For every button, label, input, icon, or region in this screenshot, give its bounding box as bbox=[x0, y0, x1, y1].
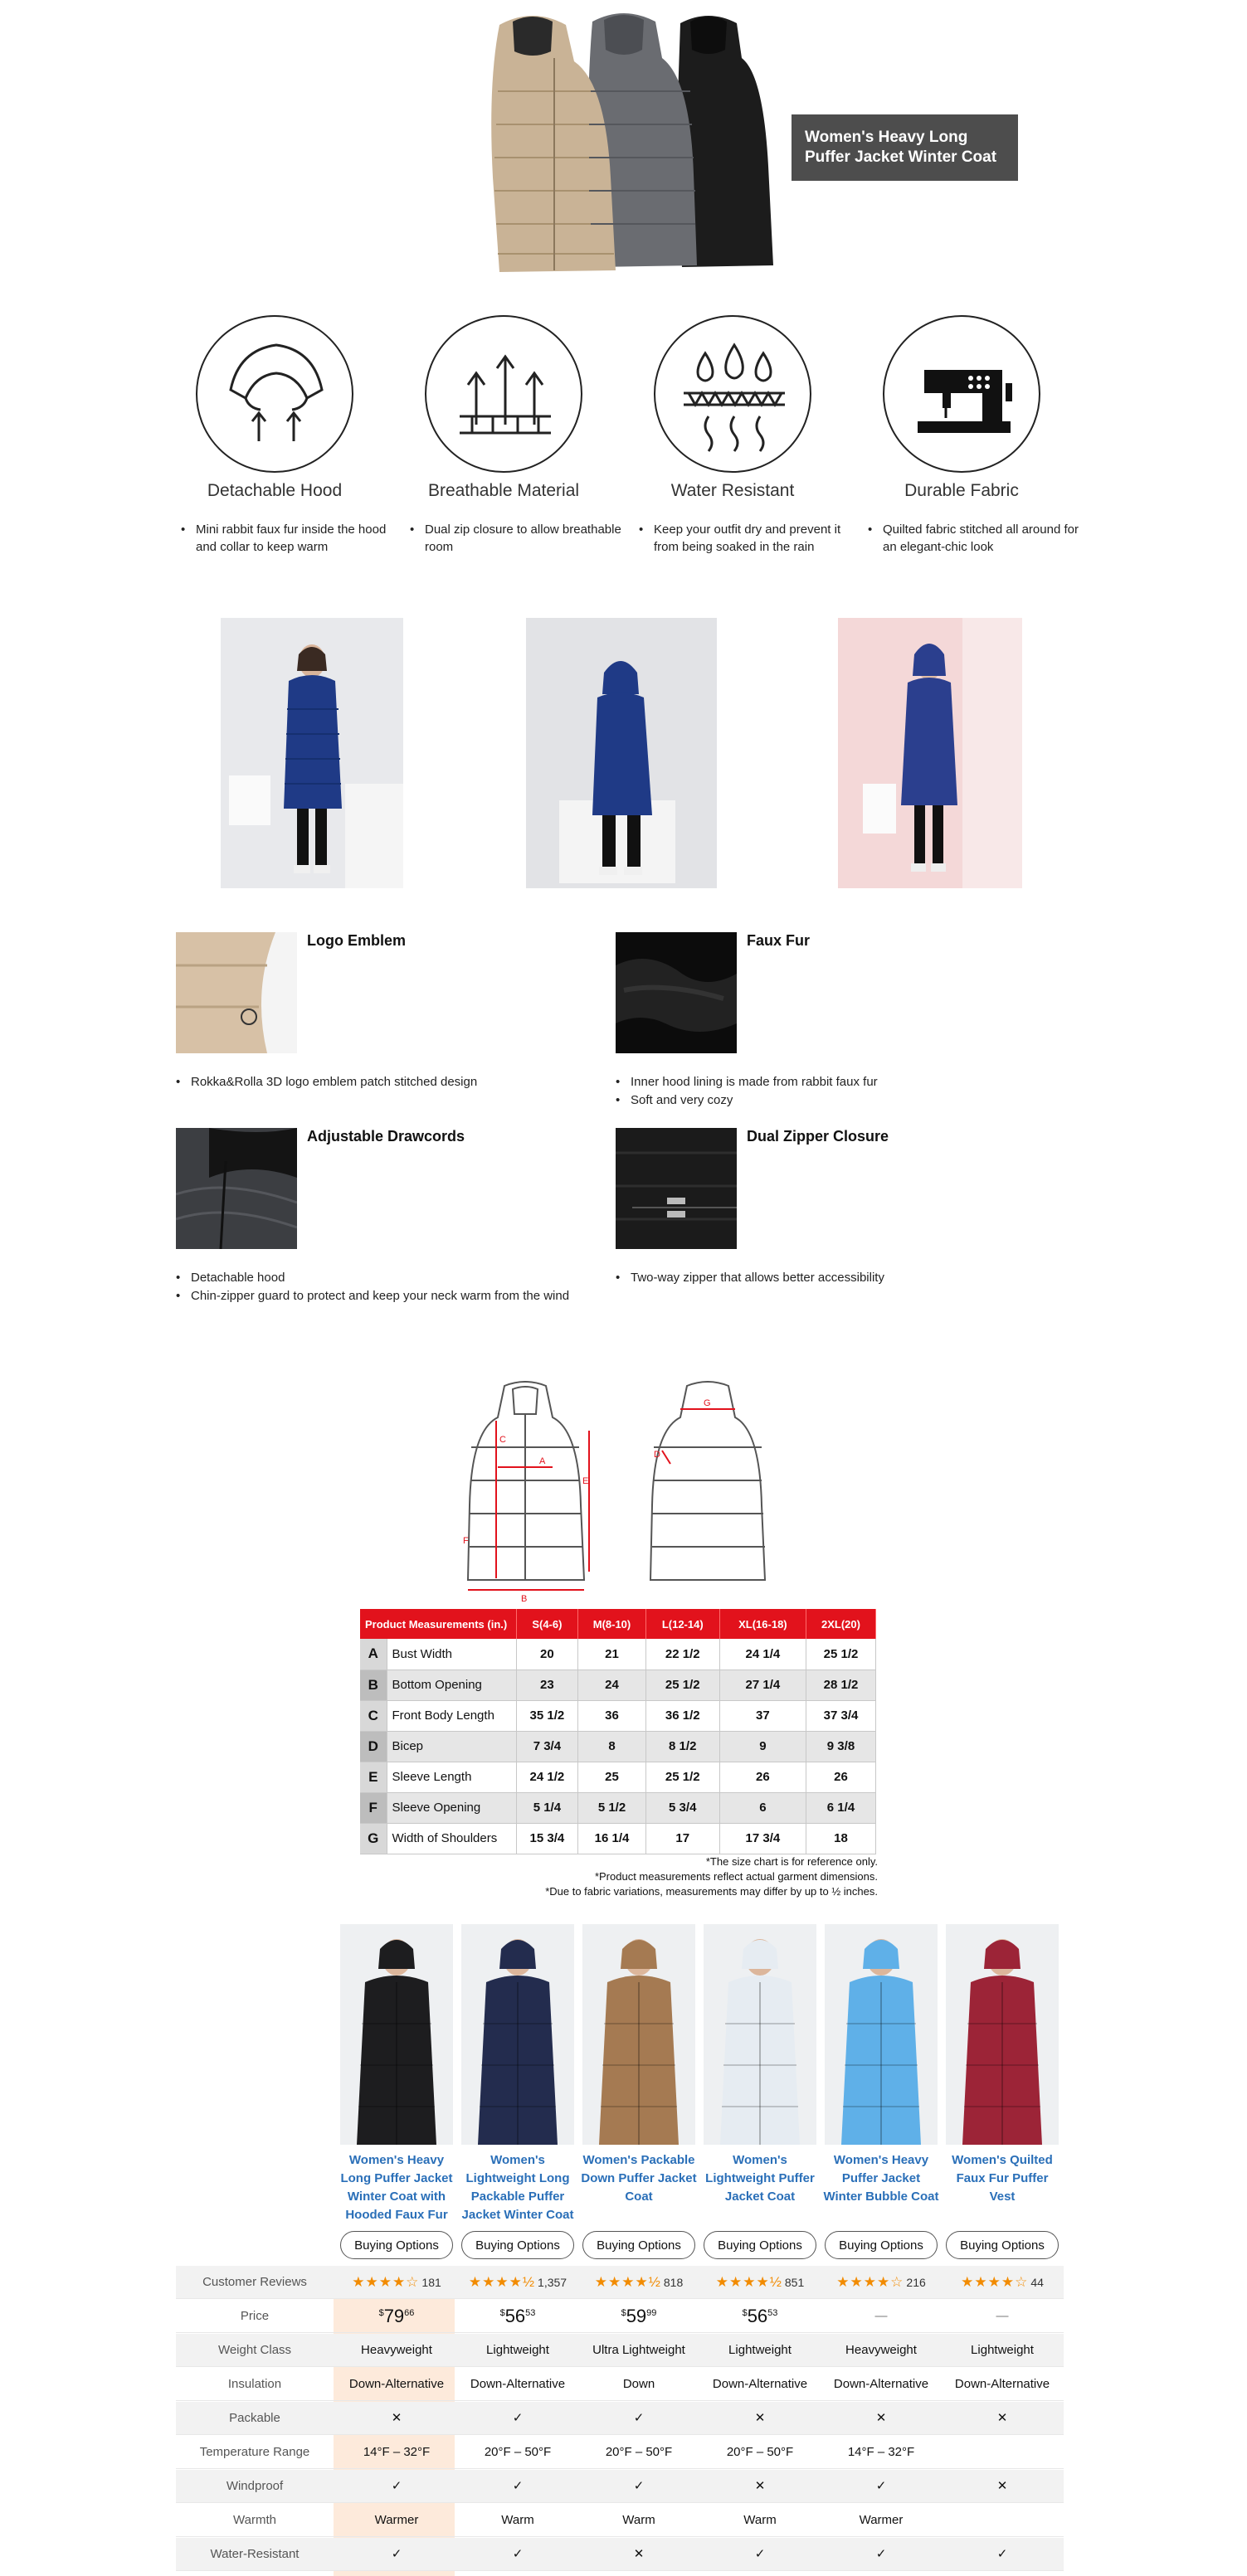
header-cell: S(4-6) bbox=[516, 1609, 578, 1639]
comparison-row-label: Packable bbox=[229, 2411, 280, 2425]
size-value: 8 1/2 bbox=[645, 1731, 719, 1762]
comparison-cell: Warmer bbox=[859, 2513, 904, 2527]
svg-text:D: D bbox=[654, 1450, 660, 1460]
rating-stars-icon[interactable]: ★★★★½ bbox=[468, 2274, 536, 2290]
comparison-row bbox=[176, 2334, 1064, 2367]
model-photo-front bbox=[221, 618, 403, 888]
size-value: 24 1/2 bbox=[516, 1762, 578, 1792]
comparison-row bbox=[176, 2368, 1064, 2401]
product-name-link[interactable]: Women's Packable Down Puffer Jacket Coat bbox=[581, 2153, 697, 2204]
review-count[interactable]: 181 bbox=[421, 2276, 441, 2289]
comparison-row-label: Customer Reviews bbox=[202, 2275, 307, 2289]
review-count[interactable]: 851 bbox=[784, 2276, 805, 2289]
coat-front-sketch bbox=[455, 1381, 596, 1605]
detail-bullet: • Detachable hood bbox=[176, 1269, 574, 1287]
comparison-cell: Down-Alternative bbox=[470, 2377, 566, 2391]
product-image[interactable] bbox=[946, 1924, 1059, 2145]
comparison-cell: Warm bbox=[622, 2513, 655, 2527]
size-value: 27 1/4 bbox=[719, 1670, 806, 1700]
hero-title: Women's Heavy Long Puffer Jacket Winter Coat bbox=[792, 114, 1018, 181]
detail-title: Faux Fur bbox=[747, 932, 811, 949]
comparison-cell: Heavyweight bbox=[361, 2343, 432, 2357]
size-row-letter: A bbox=[360, 1639, 387, 1670]
size-value: 28 1/2 bbox=[806, 1670, 875, 1700]
detail-bullet: • Two-way zipper that allows better accessibility bbox=[616, 1269, 1014, 1287]
logo-emblem-thumbnail bbox=[176, 932, 297, 1053]
comparison-row bbox=[176, 2538, 1064, 2571]
size-value: 5 1/2 bbox=[578, 1792, 645, 1823]
size-value: 6 1/4 bbox=[806, 1792, 875, 1823]
comparison-cell: Down-Alternative bbox=[833, 2377, 929, 2391]
size-value: 18 bbox=[806, 1823, 875, 1854]
size-value: 37 3/4 bbox=[806, 1700, 875, 1731]
comparison-cell: 14°F – 32°F bbox=[363, 2445, 431, 2459]
price-currency: $ bbox=[621, 2308, 626, 2318]
size-value: 9 3/8 bbox=[806, 1731, 875, 1762]
comparison-cell: Down-Alternative bbox=[712, 2377, 808, 2391]
svg-text:B: B bbox=[521, 1594, 528, 1604]
size-row-letter: C bbox=[360, 1700, 387, 1731]
header-cell: 2XL(20) bbox=[806, 1609, 875, 1639]
size-row bbox=[360, 1762, 876, 1792]
size-value: 9 bbox=[719, 1731, 806, 1762]
dual-zipper-thumbnail bbox=[616, 1128, 737, 1249]
header-cell: Product Measurements (in.) bbox=[360, 1609, 516, 1639]
comparison-cell: Heavyweight bbox=[845, 2343, 917, 2357]
detail-bullet: • Inner hood lining is made from rabbit faux fur bbox=[616, 1073, 1014, 1091]
review-count[interactable]: 44 bbox=[1030, 2276, 1044, 2289]
detail-title: Dual Zipper Closure bbox=[747, 1128, 889, 1145]
size-value: 5 3/4 bbox=[645, 1792, 719, 1823]
comparison-cell: ✕ bbox=[391, 2411, 402, 2425]
comparison-cell: 20°F – 50°F bbox=[484, 2445, 552, 2459]
comparison-row-label: Warmth bbox=[233, 2513, 276, 2527]
buying-options-button[interactable]: Buying Options bbox=[704, 2231, 816, 2259]
size-value: 21 bbox=[578, 1639, 645, 1670]
comparison-cell bbox=[579, 2266, 699, 2299]
product-image[interactable] bbox=[340, 1924, 453, 2145]
size-value: 37 bbox=[719, 1700, 806, 1731]
feature-bullet: • Quilted fabric stitched all around for an elegant-chic look bbox=[866, 521, 1082, 556]
size-value: 17 bbox=[645, 1823, 719, 1854]
product-name-link[interactable]: Women's Quilted Faux Fur Puffer Vest bbox=[952, 2153, 1053, 2204]
sewing-machine-icon bbox=[884, 317, 1042, 474]
price-unavailable: — bbox=[996, 2309, 1009, 2323]
feature-bullet: • Keep your outfit dry and prevent it from being soaked in the rain bbox=[637, 521, 853, 556]
svg-text:G: G bbox=[704, 1398, 711, 1408]
price-whole: 56 bbox=[747, 2306, 768, 2326]
comparison-cell: ✓ bbox=[996, 2547, 1008, 2561]
comparison-cell: Warm bbox=[501, 2513, 534, 2527]
size-chart-header bbox=[360, 1609, 876, 1639]
price-whole: 59 bbox=[626, 2306, 647, 2326]
size-value: 25 1/2 bbox=[645, 1762, 719, 1792]
size-value: 22 1/2 bbox=[645, 1639, 719, 1670]
detail-bullet: • Chin-zipper guard to protect and keep your neck warm from the wind bbox=[176, 1287, 574, 1305]
feature-name: Water Resistant bbox=[670, 481, 795, 500]
size-note: *Due to fabric variations, measurements may differ by up to ½ inches. bbox=[545, 1885, 878, 1898]
price-fraction: 53 bbox=[525, 2308, 536, 2318]
comparison-cell: Ultra Lightweight bbox=[592, 2343, 685, 2357]
coat-back-sketch bbox=[645, 1381, 770, 1597]
comparison-cell: ✓ bbox=[875, 2479, 887, 2493]
comparison-cell: ✓ bbox=[754, 2547, 766, 2561]
comparison-cell bbox=[700, 2300, 820, 2333]
comparison-cell: ✓ bbox=[512, 2547, 524, 2561]
price-fraction: 99 bbox=[646, 2308, 657, 2318]
size-row-letter: G bbox=[360, 1823, 387, 1854]
product-name-link[interactable]: Women's Lightweight Long Packable Puffer Jacket Winter Coat bbox=[461, 2153, 574, 2222]
comparison-cell: ✓ bbox=[875, 2547, 887, 2561]
size-row-name: Sleeve Opening bbox=[387, 1792, 516, 1823]
model-photo-sitting bbox=[526, 618, 717, 888]
size-row-letter: F bbox=[360, 1792, 387, 1823]
size-value: 24 1/4 bbox=[719, 1639, 806, 1670]
product-name-link[interactable]: Women's Lightweight Puffer Jacket Coat bbox=[705, 2153, 815, 2204]
comparison-cell: Down-Alternative bbox=[348, 2377, 445, 2391]
feature-bullet: • Dual zip closure to allow breathable room bbox=[408, 521, 624, 556]
comparison-cell bbox=[458, 2300, 577, 2333]
comparison-row-label: Temperature Range bbox=[199, 2445, 310, 2459]
comparison-cell bbox=[821, 2266, 941, 2299]
svg-text:C: C bbox=[499, 1435, 506, 1445]
detail-title: Adjustable Drawcords bbox=[307, 1128, 465, 1145]
size-row bbox=[360, 1700, 876, 1731]
size-value: 36 1/2 bbox=[645, 1700, 719, 1731]
price-unavailable: — bbox=[874, 2309, 888, 2323]
breathable-icon bbox=[426, 317, 584, 474]
comparison-cell: ✕ bbox=[875, 2411, 887, 2425]
comparison-cell bbox=[700, 2266, 820, 2299]
size-row-letter: B bbox=[360, 1670, 387, 1700]
comparison-cell bbox=[943, 2266, 1062, 2299]
product-image[interactable] bbox=[461, 1924, 574, 2145]
price-fraction: 66 bbox=[404, 2308, 415, 2318]
size-value: 35 1/2 bbox=[516, 1700, 578, 1731]
price-currency: $ bbox=[742, 2308, 748, 2318]
comparison-cell: 20°F – 50°F bbox=[726, 2445, 794, 2459]
comparison-cell: 14°F – 32°F bbox=[847, 2445, 915, 2459]
detail-title: Logo Emblem bbox=[307, 932, 407, 949]
detail-bullet: • Soft and very cozy bbox=[616, 1091, 1014, 1110]
comparison-cell: ✕ bbox=[754, 2479, 766, 2493]
size-value: 15 3/4 bbox=[516, 1823, 578, 1854]
size-row-name: Bottom Opening bbox=[387, 1670, 516, 1700]
size-note: *Product measurements reflect actual garment dimensions. bbox=[594, 1870, 878, 1883]
feature-bullet: • Mini rabbit faux fur inside the hood and collar to keep warm bbox=[179, 521, 395, 556]
size-value: 26 bbox=[806, 1762, 875, 1792]
size-value: 7 3/4 bbox=[516, 1731, 578, 1762]
comparison-cell bbox=[943, 2436, 1062, 2469]
comparison-cell: Down-Alternative bbox=[954, 2377, 1050, 2391]
rating-stars-icon[interactable]: ★★★★☆ bbox=[352, 2274, 420, 2290]
header-cell: M(8-10) bbox=[578, 1609, 645, 1639]
comparison-cell bbox=[821, 2300, 941, 2333]
review-count[interactable]: 216 bbox=[906, 2276, 926, 2289]
comparison-cell bbox=[458, 2266, 577, 2299]
size-chart-notes bbox=[465, 1854, 878, 1899]
comparison-cell: Down bbox=[622, 2377, 655, 2391]
comparison-cell: ✕ bbox=[633, 2547, 645, 2561]
price-currency: $ bbox=[499, 2308, 505, 2318]
size-value: 6 bbox=[719, 1792, 806, 1823]
comparison-cell: Lightweight bbox=[971, 2343, 1034, 2357]
size-row-letter: D bbox=[360, 1731, 387, 1762]
size-row-name: Width of Shoulders bbox=[387, 1823, 516, 1854]
rating-stars-icon[interactable]: ★★★★½ bbox=[715, 2274, 782, 2290]
feature-icons-section bbox=[166, 315, 1082, 581]
size-row bbox=[360, 1639, 876, 1670]
size-value: 25 1/2 bbox=[645, 1670, 719, 1700]
review-count[interactable]: 818 bbox=[663, 2276, 684, 2289]
size-row-name: Bust Width bbox=[387, 1639, 516, 1670]
comparison-row-label: Weight Class bbox=[217, 2343, 292, 2357]
size-row bbox=[360, 1670, 876, 1700]
comparison-row bbox=[176, 2266, 1064, 2299]
size-row-name: Sleeve Length bbox=[387, 1762, 516, 1792]
faux-fur-thumbnail bbox=[616, 932, 737, 1053]
product-name-link[interactable]: Women's Heavy Long Puffer Jacket Winter Coat with Hooded Faux Fur bbox=[340, 2153, 453, 2222]
water-drops-icon bbox=[655, 317, 813, 474]
buying-options-button[interactable]: Buying Options bbox=[825, 2231, 938, 2259]
rating-stars-icon[interactable]: ★★★★☆ bbox=[836, 2274, 904, 2290]
comparison-cell bbox=[579, 2300, 699, 2333]
header-cell: L(12-14) bbox=[645, 1609, 719, 1639]
comparison-cell: ✓ bbox=[512, 2479, 524, 2493]
price-fraction: 53 bbox=[767, 2308, 778, 2318]
drawcords-thumbnail bbox=[176, 1128, 297, 1249]
comparison-row-label: Water-Resistant bbox=[210, 2547, 300, 2561]
detail-bullet: • Rokka&Rolla 3D logo emblem patch stitched design bbox=[176, 1073, 574, 1091]
hero-banner bbox=[416, 0, 1019, 282]
comparison-cell bbox=[337, 2300, 456, 2333]
comparison-row bbox=[176, 2504, 1064, 2537]
svg-text:E: E bbox=[582, 1476, 589, 1486]
comparison-cell: ✕ bbox=[996, 2479, 1008, 2493]
size-value: 24 bbox=[578, 1670, 645, 1700]
comparison-cell: ✓ bbox=[391, 2547, 402, 2561]
product-image[interactable] bbox=[704, 1924, 816, 2145]
size-row-name: Bicep bbox=[387, 1731, 516, 1762]
buying-options-button[interactable]: Buying Options bbox=[340, 2231, 453, 2259]
comparison-cell: ✓ bbox=[391, 2479, 402, 2493]
size-value: 36 bbox=[578, 1700, 645, 1731]
size-row-letter: E bbox=[360, 1762, 387, 1792]
comparison-row-label: Price bbox=[240, 2309, 270, 2323]
size-row-name: Front Body Length bbox=[387, 1700, 516, 1731]
svg-text:A: A bbox=[539, 1456, 546, 1466]
comparison-cell: Lightweight bbox=[486, 2343, 549, 2357]
comparison-cell bbox=[337, 2266, 456, 2299]
rating-stars-icon[interactable]: ★★★★½ bbox=[594, 2274, 661, 2290]
product-name-link[interactable]: Women's Heavy Puffer Jacket Winter Bubble Coat bbox=[823, 2153, 939, 2204]
size-value: 17 3/4 bbox=[719, 1823, 806, 1854]
price-whole: 79 bbox=[383, 2306, 405, 2326]
size-value: 26 bbox=[719, 1762, 806, 1792]
size-value: 16 1/4 bbox=[578, 1823, 645, 1854]
svg-text:F: F bbox=[463, 1536, 469, 1546]
hood-icon bbox=[197, 317, 355, 474]
price-currency: $ bbox=[378, 2308, 384, 2318]
rating-stars-icon[interactable]: ★★★★☆ bbox=[961, 2274, 1029, 2290]
comparison-row-label: Windproof bbox=[226, 2479, 284, 2493]
size-value: 23 bbox=[516, 1670, 578, 1700]
comparison-cell: ✕ bbox=[754, 2411, 766, 2425]
comparison-cell: ✕ bbox=[996, 2411, 1008, 2425]
size-chart-table bbox=[360, 1609, 876, 1854]
comparison-cell: ✓ bbox=[512, 2411, 524, 2425]
comparison-row bbox=[176, 2300, 1064, 2333]
buying-options-button[interactable]: Buying Options bbox=[461, 2231, 574, 2259]
comparison-cell: Warmer bbox=[374, 2513, 419, 2527]
price-whole: 56 bbox=[504, 2306, 526, 2326]
product-image[interactable] bbox=[825, 1924, 938, 2145]
comparison-cell bbox=[943, 2504, 1062, 2537]
comparison-cell: Lightweight bbox=[728, 2343, 792, 2357]
size-value: 25 bbox=[578, 1762, 645, 1792]
comparison-cell: ✓ bbox=[633, 2411, 645, 2425]
comparison-row bbox=[176, 2402, 1064, 2435]
product-image[interactable] bbox=[582, 1924, 695, 2145]
review-count[interactable]: 1,357 bbox=[538, 2276, 567, 2289]
size-value: 5 1/4 bbox=[516, 1792, 578, 1823]
buying-options-button[interactable]: Buying Options bbox=[946, 2231, 1059, 2259]
size-value: 25 1/2 bbox=[806, 1639, 875, 1670]
model-photo-pink bbox=[838, 618, 1022, 888]
feature-name: Breathable Material bbox=[427, 481, 580, 500]
size-row bbox=[360, 1731, 876, 1762]
comparison-row-label: Insulation bbox=[227, 2377, 282, 2391]
size-row bbox=[360, 1823, 876, 1854]
comparison-cell: ✓ bbox=[633, 2479, 645, 2493]
comparison-cell: Warm bbox=[743, 2513, 777, 2527]
size-row bbox=[360, 1792, 876, 1823]
size-value: 8 bbox=[578, 1731, 645, 1762]
buying-options-button[interactable]: Buying Options bbox=[582, 2231, 695, 2259]
comparison-row bbox=[176, 2436, 1064, 2469]
feature-name: Detachable Hood bbox=[207, 481, 343, 500]
feature-name: Durable Fabric bbox=[904, 481, 1019, 500]
comparison-cell bbox=[943, 2300, 1062, 2333]
header-cell: XL(16-18) bbox=[719, 1609, 806, 1639]
size-note: *The size chart is for reference only. bbox=[705, 1855, 878, 1868]
size-value: 20 bbox=[516, 1639, 578, 1670]
comparison-cell: 20°F – 50°F bbox=[605, 2445, 673, 2459]
comparison-row bbox=[176, 2470, 1064, 2503]
